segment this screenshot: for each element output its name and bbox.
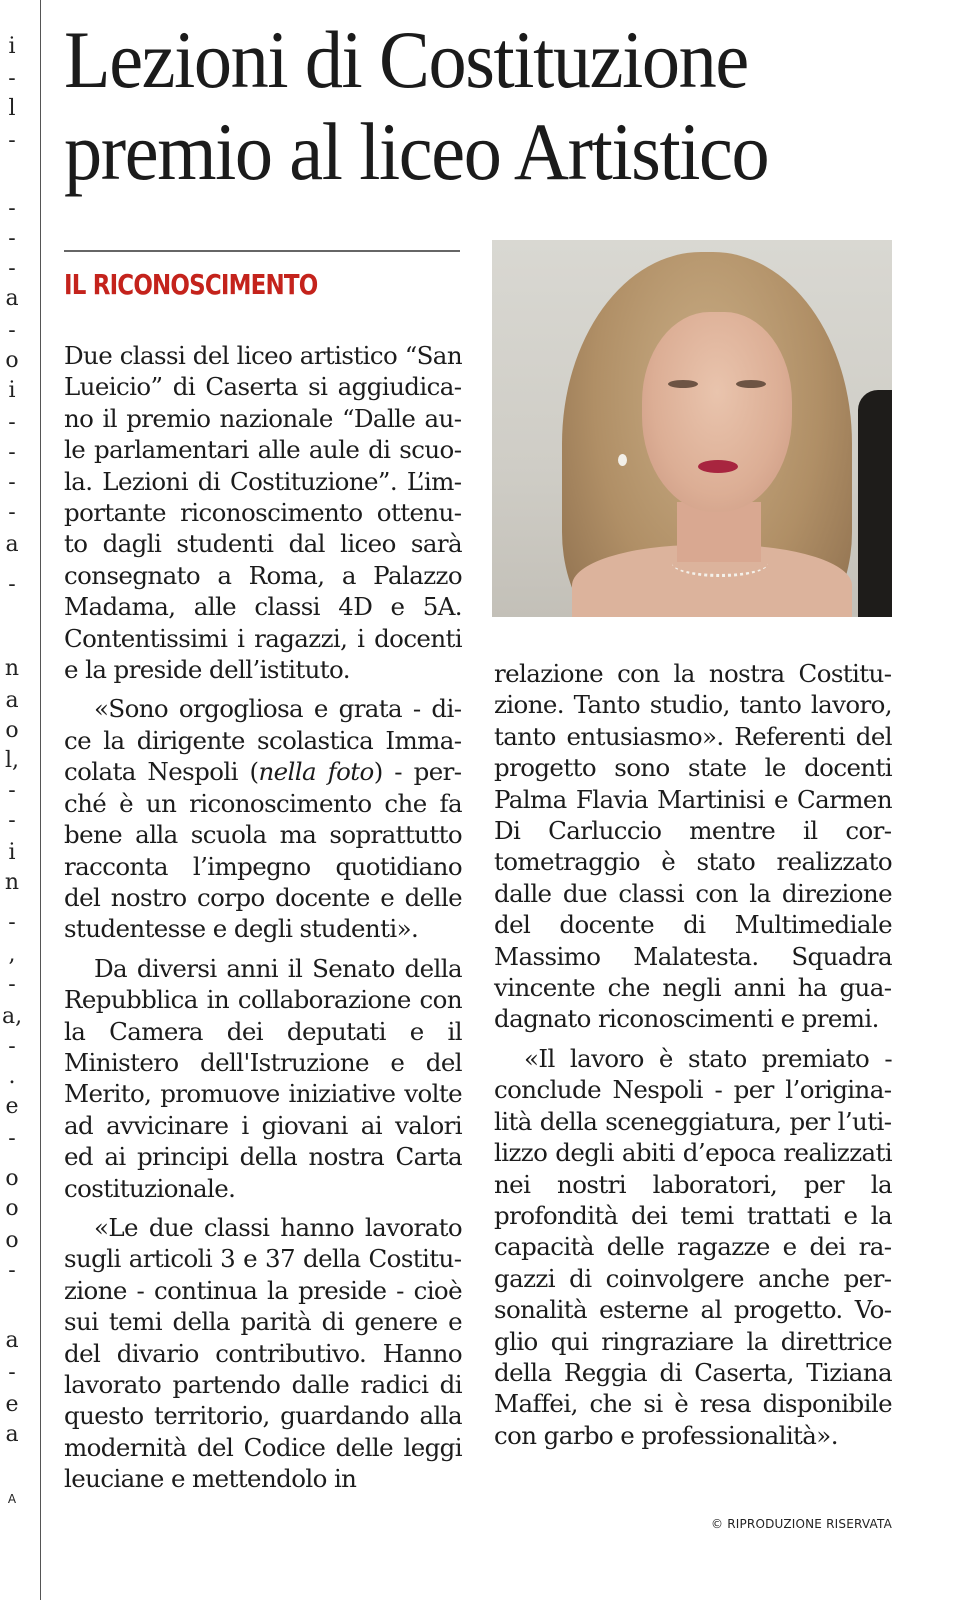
adjacent-article-strip: [0, 0, 41, 1600]
strip-fragment: -: [8, 128, 16, 153]
strip-fragment: -: [8, 778, 16, 803]
kicker-rule: [64, 250, 460, 252]
italic-caption-ref: nella foto: [258, 757, 374, 787]
paragraph: Due classi del liceo artistico “San Lueicio” di Caserta si aggiudicano il premio nazionale “Dalle aule parlamentari alle aule di scuola. Lezioni di Costituzione”. L’importante riconoscimento ottenuto dagli studenti dal liceo sarà consegnato a Roma, a Palazzo Madama, alle classi 4D e 5A. Contentissimi i ragazzi, i docenti e la preside dell’istituto.: [64, 341, 462, 685]
paragraph: «Le due classi hanno lavorato sugli articoli 3 e 37 della Costituzione - continua la preside - cioè sui temi della parità di genere e del divario contributivo. Hanno lavorato partendo dalle radici di questo territorio, guardando alla modernità del Codice delle leggi leuciane e mettendolo in: [64, 1212, 462, 1494]
strip-fragment: e: [5, 1094, 19, 1119]
strip-fragment: -: [8, 196, 16, 221]
body-column-right: [494, 658, 892, 1459]
strip-fragment: -: [8, 440, 16, 465]
strip-fragment: -: [8, 66, 16, 91]
strip-fragment: a: [5, 286, 19, 311]
paragraph: Da diversi anni il Senato della Repubblica in collaborazione con la Camera dei deputati e il Ministero dell'Istruzione e del Merito, promuove iniziative volte ad avvicinare i giovani ai valori ed ai principi della nostra Carta costituzionale.: [64, 953, 462, 1203]
strip-fragment: -: [8, 972, 16, 997]
strip-fragment: -: [8, 1126, 16, 1151]
body-column-left: [64, 340, 462, 1503]
strip-fragment: .: [8, 1064, 16, 1089]
headline-line-1: Lezioni di Costituzione: [64, 14, 748, 105]
strip-fragment: e: [5, 1392, 19, 1417]
strip-fragment: A: [7, 1492, 17, 1506]
strip-fragment: n: [4, 656, 20, 681]
strip-fragment: o: [5, 1196, 19, 1221]
strip-fragment: -: [8, 470, 16, 495]
strip-fragment: -: [8, 1258, 16, 1283]
strip-fragment: -: [8, 808, 16, 833]
paragraph: relazione con la nostra Costituzione. Tanto studio, tanto lavoro, tanto entusiasmo». Referenti del progetto sono state le docenti Palma Flavia Martinisi e Carmen Di Carluccio mentre il cortometraggio è stato realizzato dalle due classi con la direzione del docente di Multimediale Massimo Malatesta. Squadra vincente che negli anni ha guadagnato riconoscimenti e premi.: [494, 659, 892, 1034]
strip-fragment: i: [8, 378, 16, 403]
strip-fragment: o: [5, 348, 19, 373]
strip-fragment: a: [5, 1328, 19, 1353]
strip-fragment: ,: [8, 942, 16, 967]
strip-fragment: -: [8, 1034, 16, 1059]
strip-fragment: l: [8, 96, 16, 121]
paragraph: «Il lavoro è stato premiato - conclude Nespoli - per l’originalità della sceneggiatura, per l’utilizzo degli abiti d’epoca realizzati nei nostri laboratori, per la profondità dei temi trattati e la capacità delle ragazze e dei ragazzi di coinvolgere anche personalità esterne al progetto. Voglio qui ringraziare la direttrice della Reggia di Caserta, Tiziana Maffei, che si è resa disponibile con garbo e professionalità».: [494, 1043, 892, 1450]
strip-fragment: -: [8, 226, 16, 251]
copyright-notice: © RIPRODUZIONE RISERVATA: [711, 1517, 892, 1531]
strip-fragment: -: [8, 572, 16, 597]
strip-fragment: -: [8, 318, 16, 343]
strip-fragment: o: [5, 718, 19, 743]
strip-fragment: o: [5, 1166, 19, 1191]
strip-fragment: -: [8, 256, 16, 281]
strip-fragment: a: [5, 688, 19, 713]
strip-fragment: -: [8, 910, 16, 935]
headline: [64, 14, 882, 198]
portrait-photo: [492, 240, 892, 617]
strip-fragment: n: [4, 870, 20, 895]
strip-fragment: i: [8, 34, 16, 59]
strip-fragment: -: [8, 500, 16, 525]
strip-fragment: l,: [4, 748, 20, 773]
strip-fragment: -: [8, 1360, 16, 1385]
strip-fragment: -: [8, 410, 16, 435]
paragraph-quote: «Sono orgogliosa e grata - dice la dirigente scolastica Immacolata Nespoli (nella foto) - perché è un riconoscimento che fa bene alla scuola ma soprattutto racconta l’impegno quotidiano del nostro corpo docente e delle studentesse e degli studenti».: [64, 694, 463, 944]
strip-fragment: o: [5, 1228, 19, 1253]
headline-line-2: premio al liceo Artistico: [64, 106, 769, 197]
strip-fragment: i: [8, 840, 16, 865]
strip-fragment: a: [5, 532, 19, 557]
kicker: IL RICONOSCIMENTO: [64, 268, 318, 301]
strip-fragment: a: [5, 1422, 19, 1447]
strip-fragment: a,: [2, 1004, 23, 1029]
